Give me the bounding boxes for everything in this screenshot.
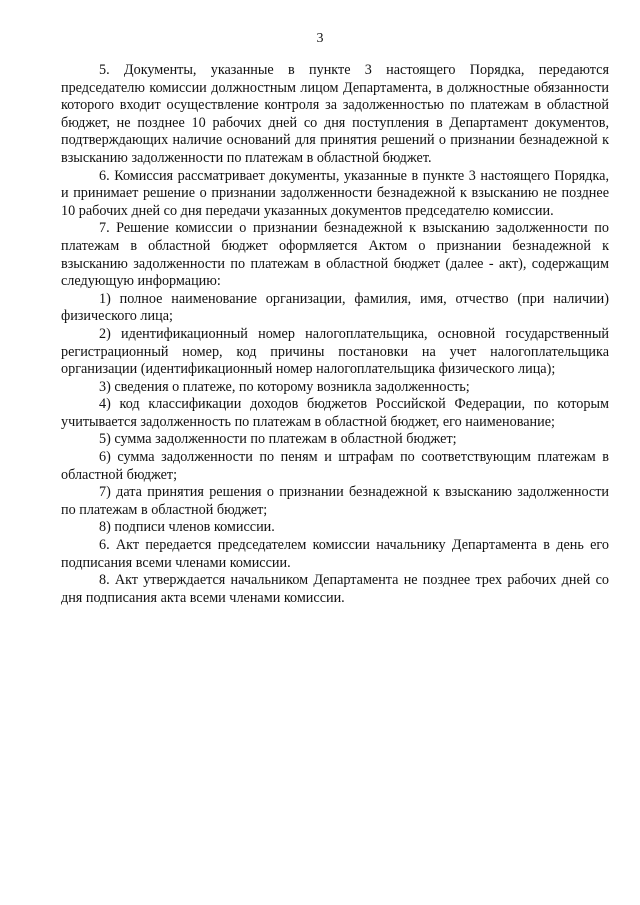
list-item-3: 3) сведения о платеже, по которому возникла задолженность; bbox=[99, 378, 470, 395]
list-item-7: 7) дата принятия решения о признании безнадежной к взысканию задолженности по платежам в областной бюджет; bbox=[61, 484, 609, 518]
page-number: 3 bbox=[316, 31, 324, 46]
list-item-2: 2) идентификационный номер налогоплательщика, основной государственный регистрационный номер, код причины постановки на учет налогоплательщика организации (идентификационный номер налогоплательщика физического лица); bbox=[61, 325, 609, 378]
paragraph-7: 7. Решение комиссии о признании безнадежной к взысканию задолженности по платежам в областной бюджет оформляется Актом о признании безнадежной к взысканию задолженности по платежам в областной бюджет (далее - акт), содержащим следующую информацию: bbox=[61, 220, 609, 290]
paragraph-act-transfer: 6. Акт передается председателем комиссии начальнику Департамента в день его подписания всеми членами комиссии. bbox=[61, 537, 609, 571]
list-item-8: 8) подписи членов комиссии. bbox=[99, 519, 275, 536]
list-item-6: 6) сумма задолженности по пеням и штрафам по соответствующим платежам в областной бюджет; bbox=[61, 449, 609, 483]
list-item-4: 4) код классификации доходов бюджетов Российской Федерации, по которым учитывается задолженность по платежам в областной бюджет, его наименование; bbox=[61, 396, 609, 430]
list-item-5: 5) сумма задолженности по платежам в областной бюджет; bbox=[99, 431, 457, 448]
paragraph-6: 6. Комиссия рассматривает документы, указанные в пункте 3 настоящего Порядка, и принимает решение о признании задолженности безнадежной к взысканию не позднее 10 рабочих дней со дня передачи указанных документов председателю комиссии. bbox=[61, 167, 609, 219]
list-item-1: 1) полное наименование организации, фамилия, имя, отчество (при наличии) физического лица; bbox=[61, 290, 609, 325]
paragraph-5: 5. Документы, указанные в пункте 3 настоящего Порядка, передаются председателю комиссии должностным лицом Департамента, в должностные обязанности которого входит осуществление контроля за задолженностью по платежам в областной бюджет, не позднее 10 рабочих дней со дня поступления в Департамент документов, подтверждающих наличие оснований для принятия решений о признании безнадежной к взысканию задолженности по платежам в областной бюджет. bbox=[61, 62, 609, 166]
paragraph-8: 8. Акт утверждается начальником Департамента не позднее трех рабочих дней со дня подписания акта всеми членами комиссии. bbox=[61, 572, 609, 606]
document-body bbox=[61, 62, 609, 607]
